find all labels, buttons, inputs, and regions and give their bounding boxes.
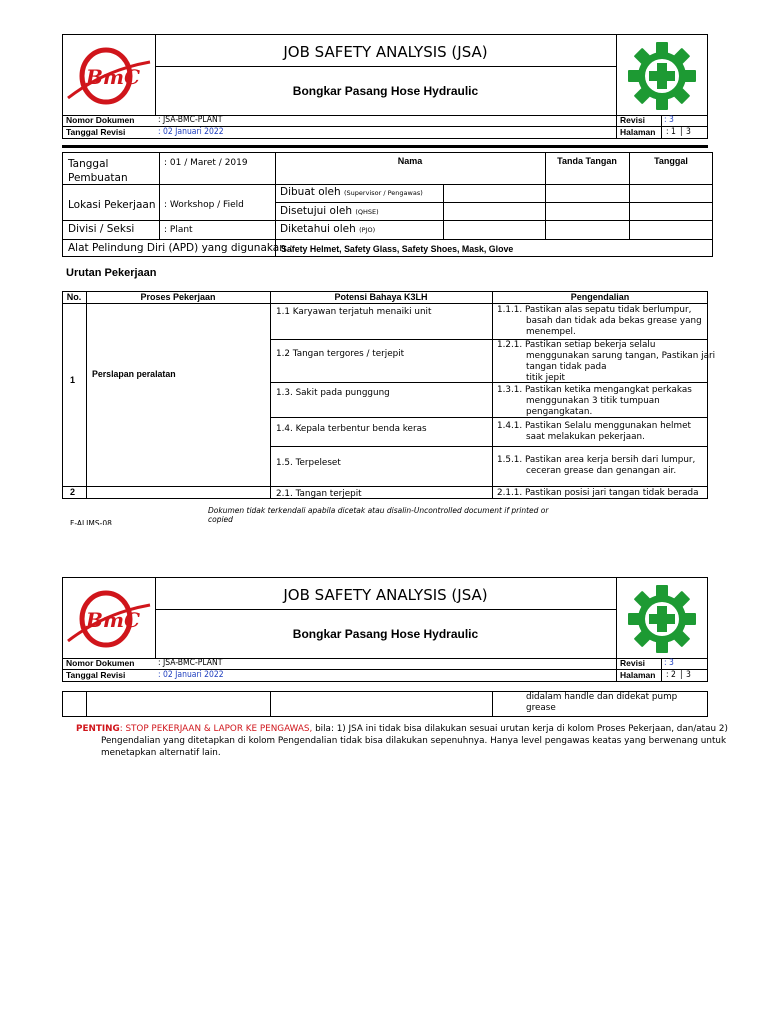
k3-safety-gear-icon [624, 40, 700, 112]
page-subtitle: Bongkar Pasang Hose Hydraulic [292, 84, 479, 98]
stop-warning: : STOP PEKERJAAN & LAPOR KE PENGAWAS, [119, 724, 313, 734]
important-label: PENTING [76, 724, 120, 734]
divider [492, 291, 493, 499]
revision-label: Revisi [620, 115, 646, 125]
divider [62, 486, 708, 487]
divider [270, 446, 708, 447]
revision-value: : 3 [664, 658, 674, 668]
divider [86, 691, 87, 717]
page-title: JOB SAFETY ANALYSIS (JSA) [283, 43, 488, 61]
col-control: Pengendalian [570, 292, 630, 302]
col-process: Proses Pekerjaan [140, 292, 216, 302]
revision-date-label: Tanggal Revisi [66, 127, 126, 137]
col-name: Nama [397, 156, 423, 166]
divider [86, 291, 87, 499]
approved-by-label: Disetujui oleh (QHSE) [280, 205, 379, 217]
col-hazard: Potensi Bahaya K3LH [334, 292, 428, 302]
divider [62, 239, 713, 240]
logo-text: BmC [86, 608, 140, 632]
page-total: 3 [686, 670, 691, 680]
divider [661, 115, 662, 139]
apd-value: Safety Helmet, Safety Glass, Safety Shoes, Mask, Glove [281, 244, 514, 254]
note-line-2: Pengendalian yang ditetapkan di kolom Pengendalian tidak bisa dilakukan sepenuhnya. Hanya level pengawas keatas yang berwenang untuk [101, 736, 727, 746]
divider [270, 691, 271, 717]
k3-safety-gear-icon [624, 583, 700, 655]
note-line-1: bila: 1) JSA ini tidak bisa dilakukan sesuai urutan kerja di kolom Proses Pekerjaan, dan/atau 2) [315, 724, 728, 734]
control-1-3: 1.3.1. Pastikan ketika mengangkat perkakas menggunakan 3 titik tumpuan pengangkatan. [497, 385, 692, 417]
disclaimer-cut [200, 515, 600, 524]
doc-number-label: Nomor Dokumen [66, 658, 135, 668]
division-label: Divisi / Seksi [68, 223, 135, 235]
doc-number-label: Nomor Dokumen [66, 115, 135, 125]
page-total: 3 [686, 127, 691, 137]
divider [159, 152, 160, 239]
form-code-cut [64, 519, 144, 525]
divider [62, 303, 708, 304]
hazard-2-1: 2.1. Tangan terjepit [276, 489, 362, 499]
page-title: JOB SAFETY ANALYSIS (JSA) [283, 586, 488, 604]
control-1-1: 1.1.1. Pastikan alas sepatu tidak berlumpur, basah dan tidak ada bekas grease yang menempel. [497, 305, 702, 337]
divider [62, 184, 713, 185]
revision-date-label: Tanggal Revisi [66, 670, 126, 680]
revision-date-value: : 02 Januari 2022 [158, 670, 224, 680]
division-value: : Plant [164, 225, 193, 235]
divider [275, 202, 713, 203]
page-number: : 1 [666, 127, 676, 137]
divider [616, 34, 617, 139]
hazard-1-5: 1.5. Terpeleset [276, 458, 341, 468]
divider [270, 291, 271, 499]
revision-date-value: : 02 Januari 2022 [158, 127, 224, 137]
form-code: F-ALIMS-08 [70, 519, 112, 525]
section-title: Urutan Pekerjaan [66, 267, 157, 279]
control-1-4: 1.4.1. Pastikan Selalu menggunakan helmet saat melakukan pekerjaan. [497, 421, 691, 442]
control-1-5: 1.5.1. Pastikan area kerja bersih dari lumpur, ceceran grease dan genangan air. [497, 455, 696, 476]
revision-value: : 3 [664, 115, 674, 125]
page-subtitle: Bongkar Pasang Hose Hydraulic [292, 627, 479, 641]
bmc-logo [64, 40, 154, 112]
control-1-2: 1.2.1. Pastikan setiap bekerja selalu menggunakan sarung tangan, Pastikan jari tangan tidak pada titik jepit [497, 340, 716, 383]
revision-label: Revisi [620, 658, 646, 668]
page-separator: | [680, 127, 683, 137]
thick-rule [62, 145, 708, 148]
row1-number: 1 [70, 375, 76, 385]
made-by-label: Dibuat oleh (Supervisor / Pengawas) [280, 186, 423, 198]
known-by-label: Diketahui oleh (PJO) [280, 223, 376, 235]
bmc-logo [64, 583, 154, 655]
col-date: Tanggal [654, 156, 688, 166]
divider [616, 577, 617, 682]
control-2-1-continued: didalam handle dan didekat pump grease [526, 692, 678, 713]
divider [155, 609, 616, 610]
location-value: : Workshop / Field [164, 200, 244, 210]
date-label: Tanggal Pembuatan [68, 158, 128, 184]
control-2-1: 2.1.1. Pastikan posisi jari tangan tidak berada [497, 488, 699, 498]
hazard-1-3: 1.3. Sakit pada punggung [276, 388, 390, 398]
page-label: Halaman [620, 127, 656, 137]
uncontrolled-disclaimer: Dokumen tidak terkendali apabila dicetak atau disalin-Uncontrolled document if printed or [208, 506, 549, 515]
hazard-1-2: 1.2 Tangan tergores / terjepit [276, 349, 405, 359]
divider [62, 220, 713, 221]
location-label: Lokasi Pekerjaan [68, 199, 156, 211]
doc-number-value: : JSA-BMC-PLANT [158, 115, 223, 125]
col-signature: Tanda Tangan [557, 156, 617, 166]
uncontrolled-disclaimer-2: copied [208, 515, 233, 524]
divider [661, 658, 662, 682]
page-separator: | [680, 670, 683, 680]
important-note [76, 723, 728, 759]
row2-number: 2 [70, 487, 76, 497]
doc-number-value: : JSA-BMC-PLANT [158, 658, 223, 668]
col-no: No. [66, 292, 82, 302]
row1-process: Perslapan peralatan [92, 369, 176, 379]
hazard-1-4: 1.4. Kepala terbentur benda keras [276, 424, 427, 434]
page-label: Halaman [620, 670, 656, 680]
date-value: : 01 / Maret / 2019 [164, 158, 248, 168]
divider [155, 66, 616, 67]
logo-text: BmC [86, 65, 140, 89]
page-number: : 2 [666, 670, 676, 680]
hazard-1-1: 1.1 Karyawan terjatuh menaiki unit [276, 307, 432, 317]
divider [443, 184, 444, 239]
divider [492, 691, 493, 717]
apd-label: Alat Pelindung Diri (APD) yang digunakan : [68, 242, 293, 254]
note-line-3: menetapkan alternatif lain. [101, 748, 221, 758]
